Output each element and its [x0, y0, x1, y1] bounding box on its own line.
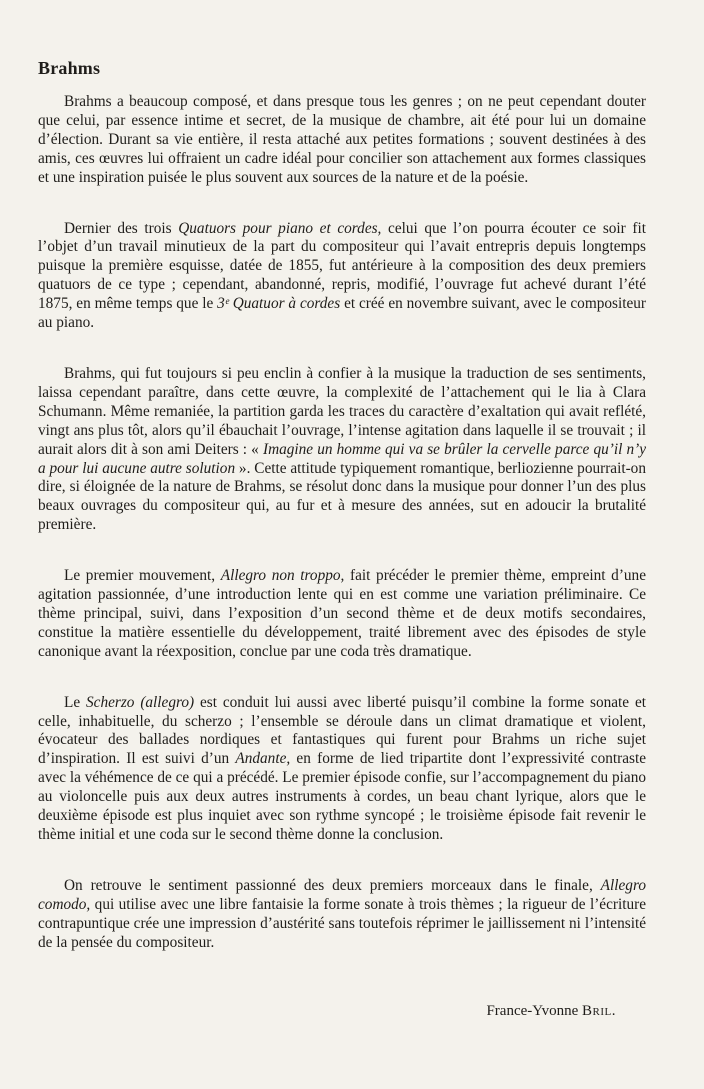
page-title: Brahms [38, 58, 101, 78]
paragraph-6 [38, 877, 646, 953]
author-last-name: Bril. [582, 1003, 616, 1019]
text-run: On retrouve le sentiment passionné des deux premiers morceaux dans le finale, [64, 876, 601, 894]
text-run: Le [64, 693, 87, 711]
text-run: qui utilise avec une libre fantaisie la forme sonate à trois thèmes ; la rigueur de l’écriture contrapuntique crée une impression d’austérité sans toutefois réprimer le jaillissement ni l’intensité de la pensée du compositeur. [38, 895, 646, 951]
text-run: Le premier mouvement, [64, 567, 221, 585]
italic-text: Quatuors pour piano et cordes, [178, 219, 382, 237]
text-run: est conduit lui aussi avec liberté puisqu’il combine la forme sonate et celle, inhabituelle, du scherzo ; l’ensemble se déroule dans un climat dramatique et violent, évocateur des ballades nordiques et fantastiques qui furent pour Brahms un riche sujet d’inspiration. Il est suivi d’un [38, 693, 647, 768]
author-signature [486, 1003, 616, 1020]
text-run: Brahms a beaucoup composé, et dans presque tous les genres ; on ne peut cependant douter que celui, par essence intime et secret, de la musique de chambre, ait été pour lui un domaine d’élection. Durant sa vie entière, il resta attaché aux petites formations ; souvent destinées à des amis, ces œuvres lui offraient un cadre idéal pour concilier son attachement aux formes classiques et une inspiration puisée le plus souvent aux sources de la nature et de la poésie. [38, 93, 646, 186]
text-run: fait précéder le premier thème, empreint d’une agitation passionnée, d’une introduction lente qui en est comme une variation préliminaire. Ce thème principal, suivi, dans l’exposition d’un second thème et de deux motifs secondaires, constitue la matière essentielle du développement, traité librement avec des épisodes de style canonique avant la réexposition, conclue par une coda très dramatique. [38, 567, 646, 660]
italic-text: Allegro non troppo, [220, 567, 345, 585]
document-page [38, 58, 646, 985]
text-run: celui que l’on pourra écouter ce soir fit l’objet d’un travail minutieux de la part du compositeur qui l’avait entrepris depuis longtemps puisque la première esquisse, datée de 1855, fut antérieure à la composition des deux premiers quatuors de ce type ; cependant, abandonné, repris, modifié, l’ouvrage fut achevé durant l’été 1875, en même temps que le [38, 219, 646, 313]
italic-text: Imagine un homme qui va se brûler la cervelle parce qu’il n’y a pour lui aucune autre solution [38, 440, 647, 477]
paragraph-2 [38, 220, 646, 333]
paragraph-4 [38, 567, 646, 662]
text-run: ». Cette attitude typiquement romantique, berliozienne pourrait-on dire, si éloignée de la nature de Brahms, se résolut donc dans la musique pour donner l’un des plus beaux ouvrages du compositeur qui, au fur et à mesure des années, sut en adoucir la brutalité première. [38, 459, 646, 534]
paragraph-1 [38, 93, 646, 188]
text-run: Dernier des trois [64, 219, 179, 237]
text-run: et créé en novembre suivant, avec le compositeur au piano. [38, 295, 647, 332]
author-first-name: France-Yvonne [486, 1003, 583, 1019]
text-run: Brahms, qui fut toujours si peu enclin à confier à la musique la traduction de ses sentiments, laissa cependant paraître, dans cette œuvre, la complexité de l’attachement qui le lia à Clara Schumann. Même remaniée, la partition garda les traces du caractère d’exaltation qui avait reflété, vingt ans plus tôt, alors qu’il ébauchait l’ouvrage, l’intense agitation dans laquelle il se trouvait ; il aurait alors dit à son ami Deiters : « [38, 364, 646, 458]
text-run: en forme de lied tripartite dont l’expressivité contraste avec la véhémence de ce qui a précédé. Le premier épisode confie, sur l’accompagnement du piano au violoncelle puis aux deux autres instruments à cordes, un beau chant lyrique, alors que le deuxième épisode est plus inquiet avec son rythme syncopé ; le troisième épisode fait revenir le thème initial et une coda sur le second thème donne la conclusion. [38, 750, 646, 843]
italic-text: Andante, [235, 750, 291, 768]
italic-text: 3ᵉ Quatuor à cordes [217, 295, 341, 313]
italic-text: Allegro comodo, [38, 876, 646, 913]
paragraph-5 [38, 694, 646, 845]
italic-text: Scherzo (allegro) [86, 693, 195, 711]
body-text [38, 93, 646, 953]
paragraph-3 [38, 365, 646, 535]
